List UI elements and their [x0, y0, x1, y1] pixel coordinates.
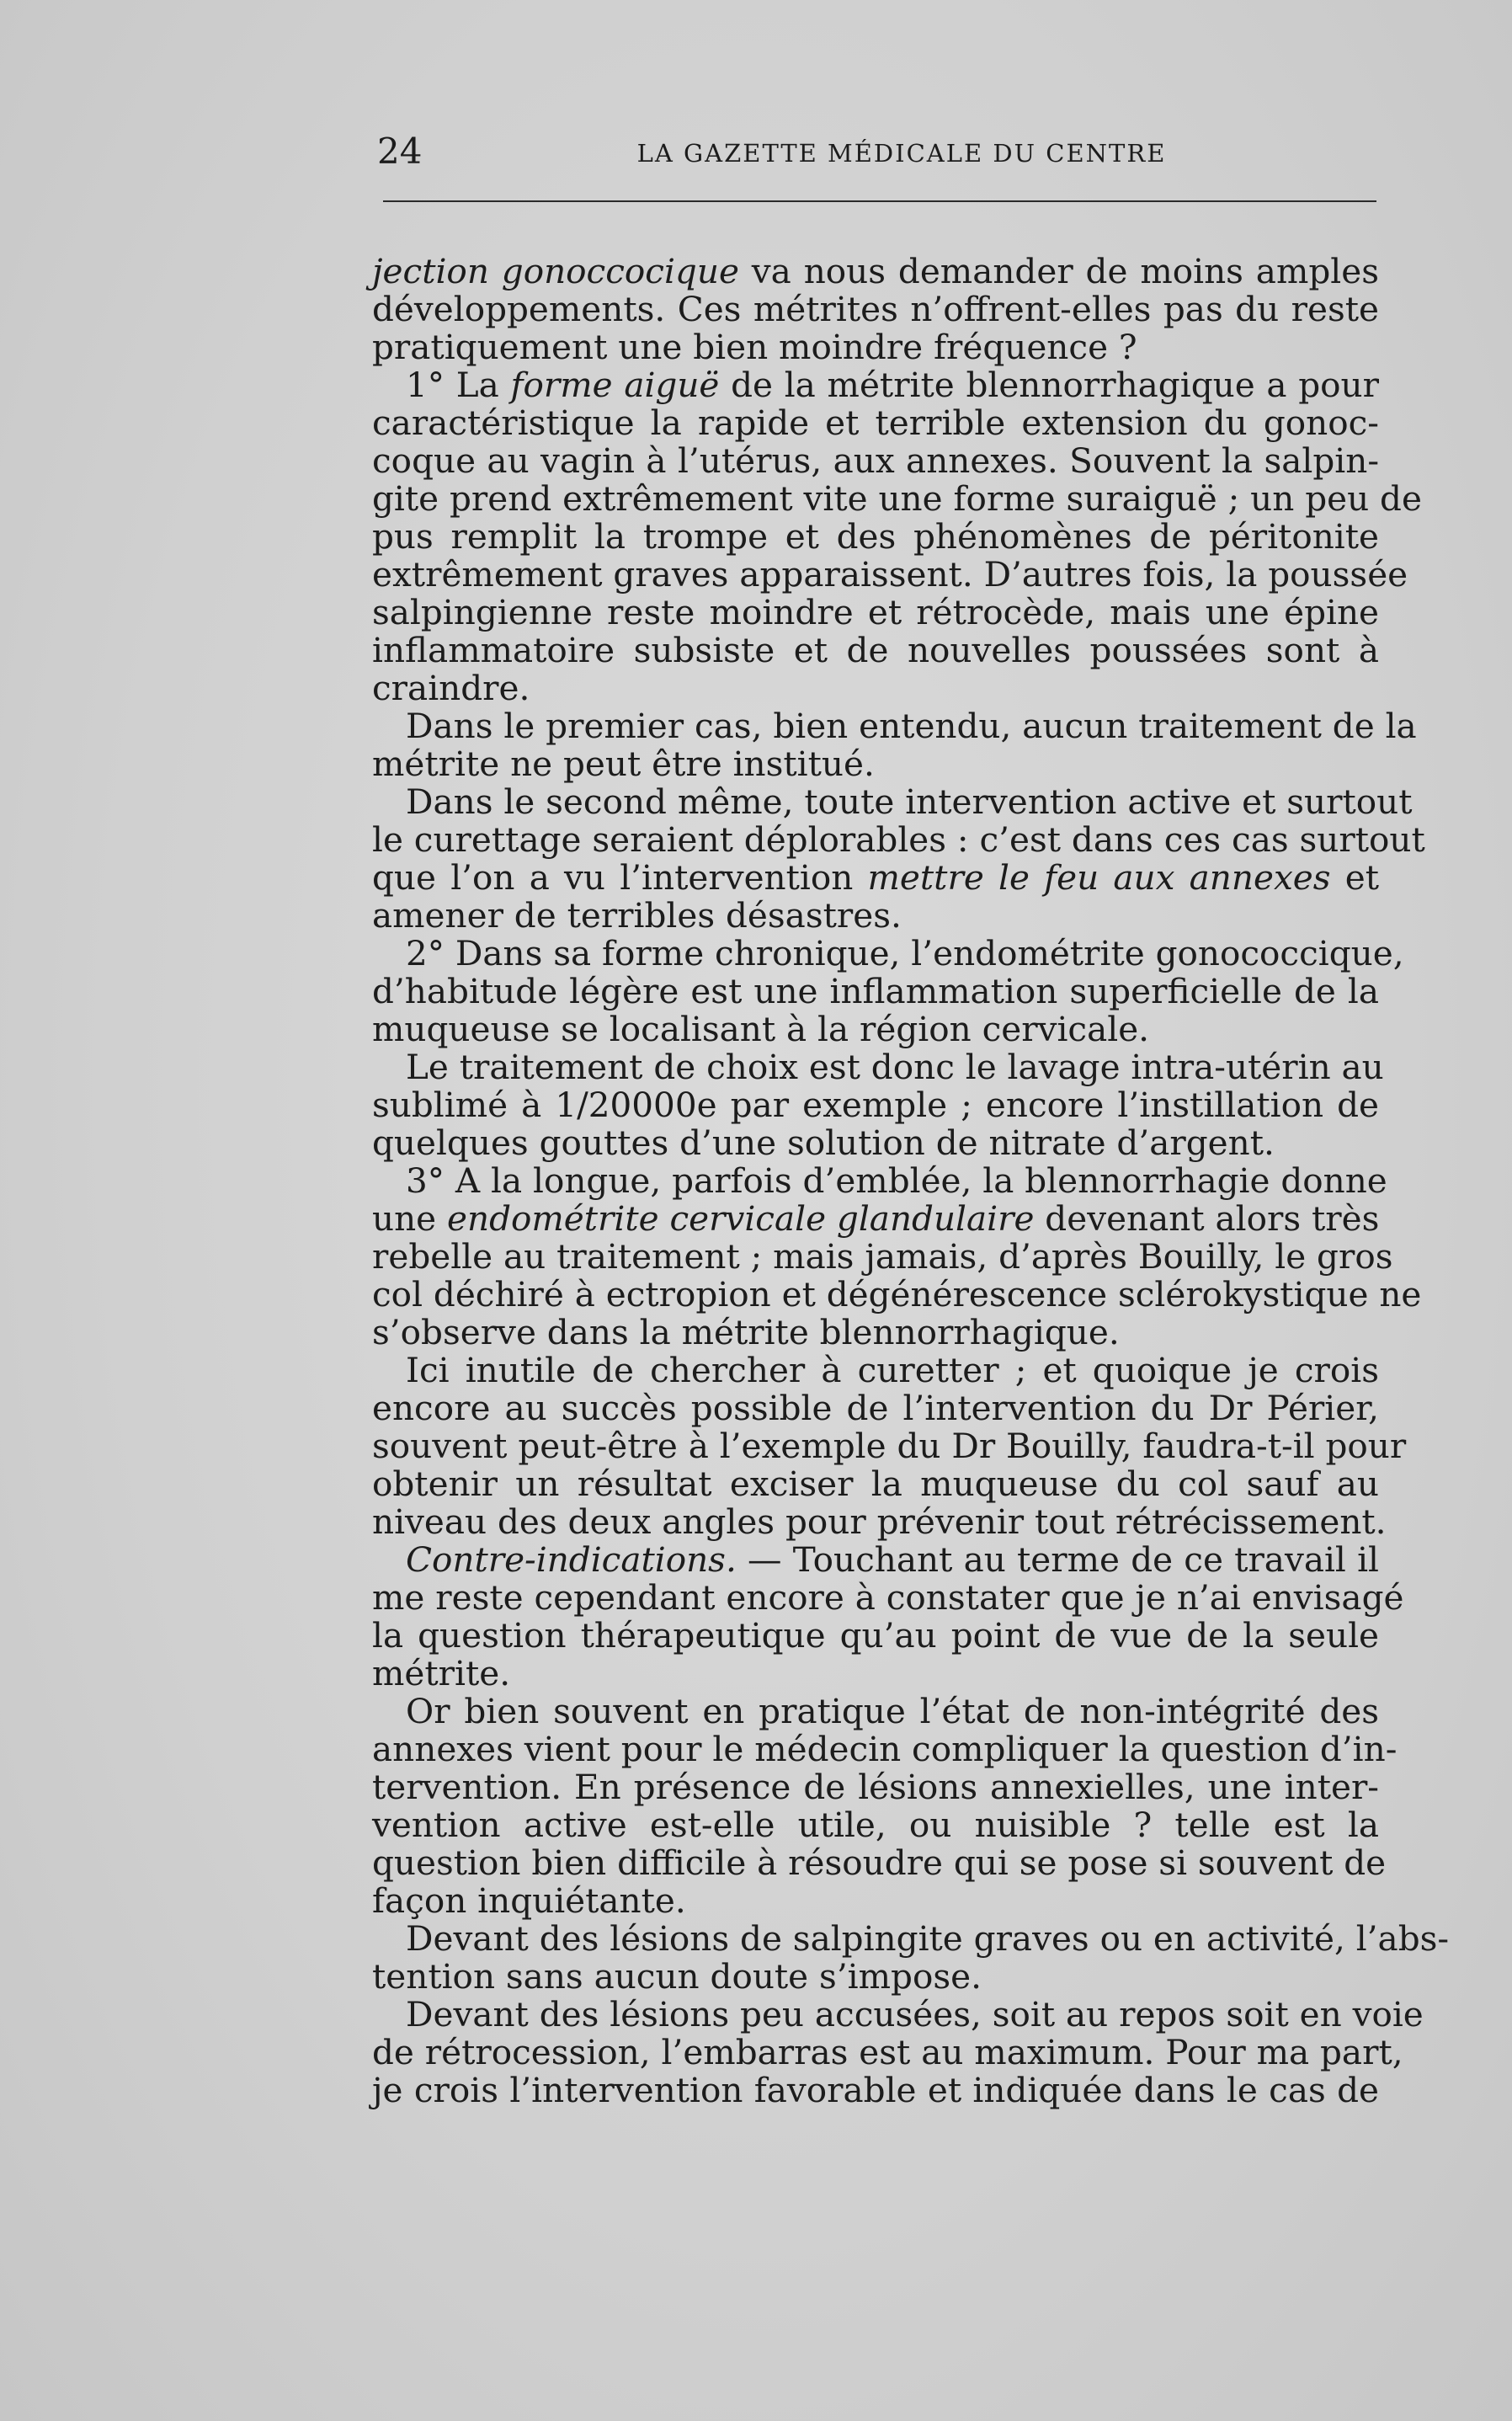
text-line: Devant des lésions peu accusées, soit au repos soit en voie: [406, 1994, 1424, 2034]
text-line: craindre.: [372, 668, 530, 708]
text-line: Or bien souvent en pratique l’état de non-intégrité des: [406, 1691, 1379, 1731]
page-header: [377, 126, 1376, 177]
text-line: obtenir un résultat exciser la muqueuse du col sauf au: [372, 1464, 1379, 1504]
text-line: salpingienne reste moindre et rétrocède, mais une épine: [372, 592, 1379, 632]
text-line: tention sans aucun doute s’impose.: [372, 1956, 982, 1997]
text-line: métrite.: [372, 1653, 511, 1693]
text-line: quelques gouttes d’une solution de nitrate d’argent.: [372, 1123, 1275, 1163]
text-line: je crois l’intervention favorable et indiquée dans le cas de: [372, 2070, 1379, 2110]
text-line: 2° Dans sa forme chronique, l’endométrite gonococcique,: [406, 933, 1404, 973]
header-rule: [383, 200, 1376, 202]
text-line: une endométrite cervicale glandulaire devenant alors très: [372, 1198, 1380, 1239]
text-line: s’observe dans la métrite blennorrhagique.: [372, 1312, 1120, 1352]
text-line: sublimé à 1/20000e par exemple ; encore l’instillation de: [372, 1085, 1379, 1125]
text-line: 1° La forme aiguë de la métrite blennorrhagique a pour: [406, 365, 1379, 405]
text-line: Le traitement de choix est donc le lavage intra-utérin au: [406, 1047, 1384, 1087]
body-text: [372, 251, 1450, 2110]
text-line: extrêmement graves apparaissent. D’autres fois, la poussée: [372, 554, 1408, 595]
text-line: métrite ne peut être institué.: [372, 744, 875, 784]
italic-term: mettre le feu aux annexes: [867, 857, 1331, 898]
italic-term: endométrite cervicale glandulaire: [447, 1198, 1035, 1239]
text-line: tervention. En présence de lésions annexielles, une inter-: [372, 1767, 1379, 1807]
text-line: Devant des lésions de salpingite graves ou en activité, l’abs-: [406, 1918, 1450, 1959]
text-line: de rétrocession, l’embarras est au maximum. Pour ma part,: [372, 2032, 1403, 2072]
text-line: annexes vient pour le médecin compliquer la question d’in-: [372, 1729, 1398, 1769]
text-line: caractéristique la rapide et terrible extension du gonoc-: [372, 403, 1379, 443]
text-line: Ici inutile de chercher à curetter ; et quoique je crois: [406, 1350, 1379, 1390]
text-line: inflammatoire subsiste et de nouvelles poussées sont à: [372, 630, 1379, 670]
page-number: 24: [377, 131, 423, 172]
text-line: jection gonoccocique va nous demander de moins amples: [372, 251, 1379, 291]
text-line: col déchiré à ectropion et dégénérescence sclérokystique ne: [372, 1274, 1422, 1314]
text-line: amener de terribles désastres.: [372, 895, 902, 936]
text-line: façon inquiétante.: [372, 1880, 686, 1921]
running-title: LA GAZETTE MÉDICALE DU CENTRE: [636, 139, 1167, 168]
text-line: rebelle au traitement ; mais jamais, d’après Bouilly, le gros: [372, 1236, 1393, 1277]
text-line: la question thérapeutique qu’au point de vue de la seule: [372, 1615, 1379, 1656]
italic-term: forme aiguë: [510, 365, 720, 405]
text-line: développements. Ces métrites n’offrent-elles pas du reste: [372, 289, 1379, 329]
italic-term: Contre-indications.: [406, 1539, 737, 1580]
text-line: muqueuse se localisant à la région cervicale.: [372, 1009, 1150, 1049]
text-line: que l’on a vu l’intervention mettre le feu aux annexes et: [372, 857, 1380, 898]
text-line: d’habitude légère est une inflammation superficielle de la: [372, 971, 1379, 1011]
text-line: encore au succès possible de l’intervention du Dr Périer,: [372, 1388, 1379, 1428]
text-line: niveau des deux angles pour prévenir tout rétrécissement.: [372, 1501, 1387, 1542]
text-line: question bien difficile à résoudre qui se pose si souvent de: [372, 1842, 1387, 1883]
text-line: pus remplit la trompe et des phénomènes de péritonite: [372, 516, 1379, 557]
text-line: Dans le second même, toute intervention active et surtout: [406, 781, 1413, 822]
text-line: me reste cependant encore à constater que je n’ai envisagé: [372, 1577, 1404, 1618]
text-line: 3° A la longue, parfois d’emblée, la blennorrhagie donne: [406, 1160, 1387, 1201]
text-line: le curettage seraient déplorables : c’est dans ces cas surtout: [372, 819, 1425, 860]
text-line: vention active est-elle utile, ou nuisible ? telle est la: [372, 1805, 1379, 1845]
italic-term: jection gonoccocique: [372, 251, 739, 291]
text-line: coque au vagin à l’utérus, aux annexes. Souvent la salpin-: [372, 440, 1379, 481]
text-line: Dans le premier cas, bien entendu, aucun traitement de la: [406, 706, 1417, 746]
text-line: Contre-indications. — Touchant au terme de ce travail il: [406, 1539, 1379, 1580]
text-line: souvent peut-être à l’exemple du Dr Bouilly, faudra-t-il pour: [372, 1426, 1407, 1466]
text-line: gite prend extrêmement vite une forme suraiguë ; un peu de: [372, 478, 1422, 519]
text-line: pratiquement une bien moindre fréquence ?: [372, 327, 1137, 367]
